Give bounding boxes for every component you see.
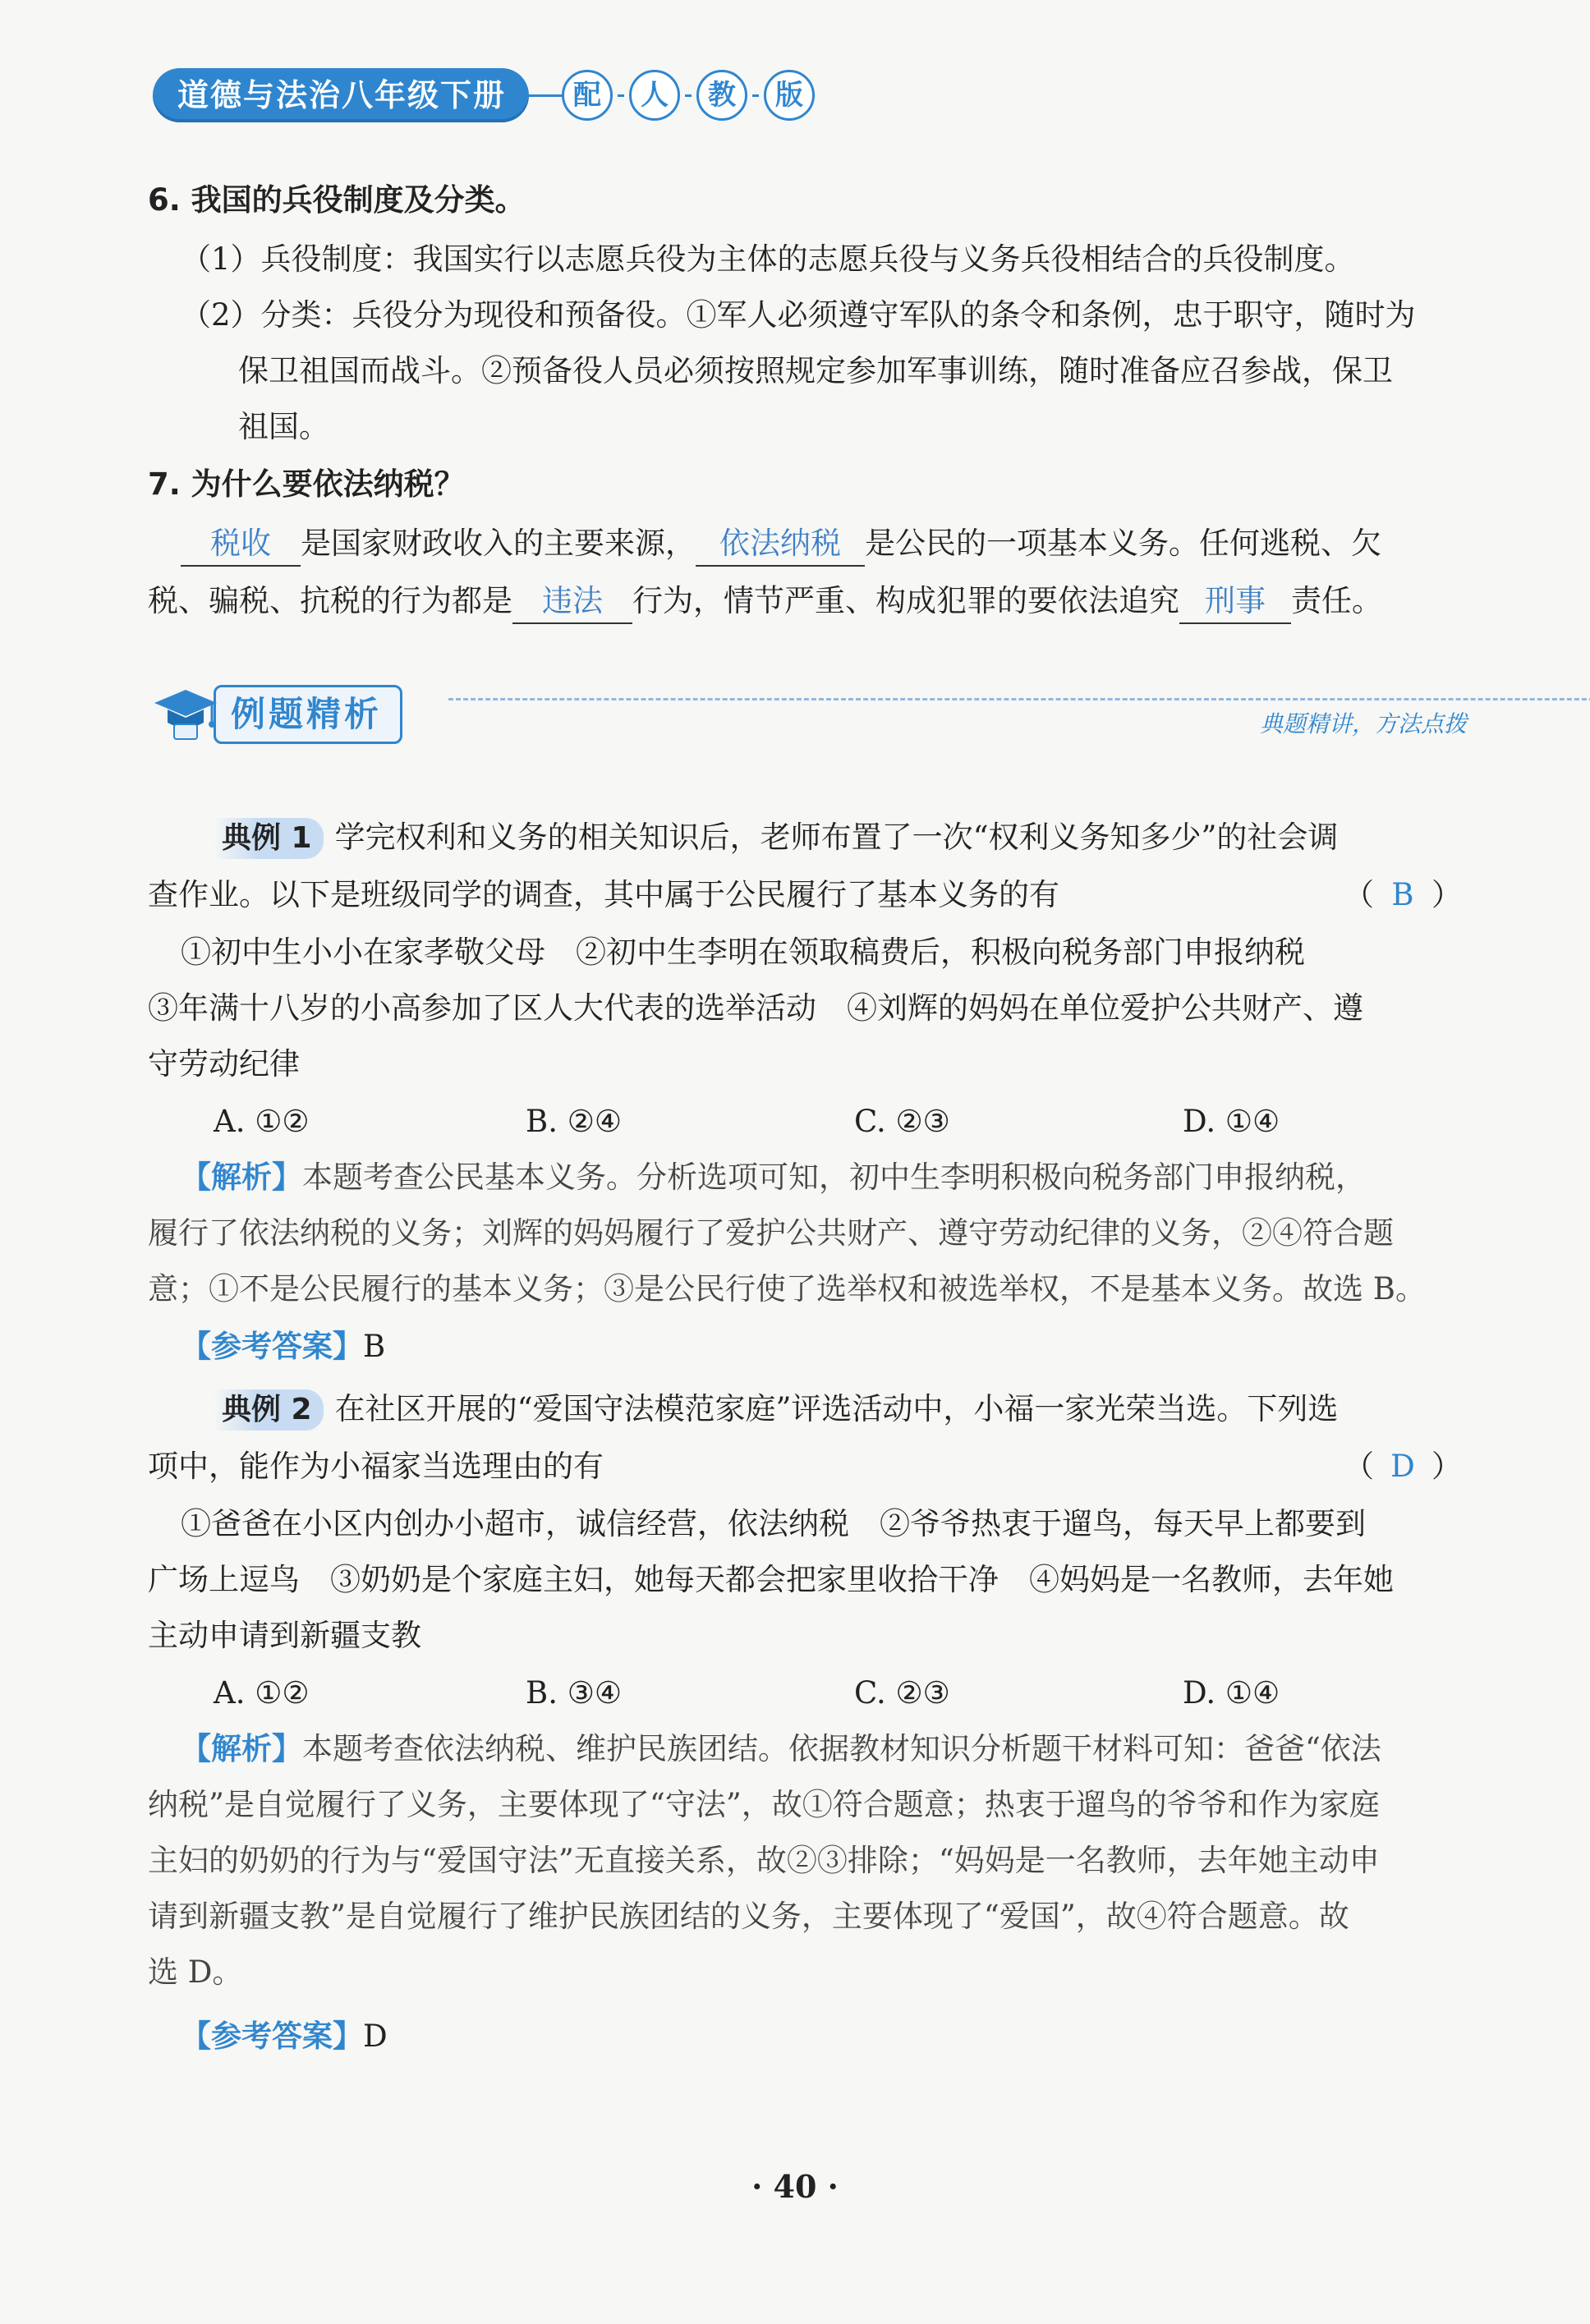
example-2-statements-1: ①爸爸在小区内创办小超市，诚信经营，依法纳税 ②爷爷热衷于遛鸟，每天早上都要到 (181, 1506, 1366, 1541)
example-1-analysis-line-3: 意；①不是公民履行的基本义务；③是公民行使了选举权和被选举权，不是基本义务。故选 B。 (148, 1271, 1426, 1307)
example-2-statements-2: 广场上逗鸟 ③奶奶是个家庭主妇，她每天都会把家里收拾干净 ④妈妈是一名教师，去年她 (148, 1562, 1394, 1597)
q7-text: 行为，情节严重、构成犯罪的要依法追究 (632, 583, 1179, 618)
edition-badges (562, 70, 820, 121)
edition-char: 教 (696, 70, 747, 121)
analysis-text: 本题考查公民基本义务。分析选项可知，初中生李明积极向税务部门申报纳税， (302, 1160, 1366, 1195)
section-badge (153, 685, 402, 744)
example-2-analysis-line-4: 请到新疆支教”是自觉履行了维护民族团结的义务，主要体现了“爱国”，故④符合题意。故 (148, 1899, 1349, 1934)
q7-title: 7. 为什么要依法纳税？ (148, 466, 465, 502)
example-2-tag: 典例 2 (214, 1389, 324, 1431)
example-1-stem-line-2: 查作业。以下是班级同学的调查，其中属于公民履行了基本义务的有 (148, 877, 1059, 912)
section-title: 例题精析 (214, 685, 402, 744)
page-number: · 40 · (751, 2168, 839, 2205)
fill-blank-answer: 刑事 (1179, 580, 1291, 624)
analysis-label: 【解析】 (181, 1160, 302, 1195)
q6-paragraph-1: （1）兵役制度：我国实行以志愿兵役为主体的志愿兵役与义务兵役相结合的兵役制度。 (181, 241, 1355, 277)
reference-label: 【参考答案】 (181, 2019, 363, 2054)
fill-blank-answer: 税收 (181, 522, 301, 567)
example-2-statements-3: 主动申请到新疆支教 (148, 1618, 421, 1653)
section-divider (448, 698, 1590, 700)
paren-close: ） (1431, 1449, 1462, 1484)
option-c: C. ②③ (854, 1104, 950, 1139)
q6-paragraph-2-line-2: 保卫祖国而战斗。②预备役人员必须按照规定参加军事训练，随时准备应召参战，保卫 (238, 353, 1393, 388)
example-1-tag: 典例 1 (214, 818, 324, 859)
edition-char: 版 (764, 70, 815, 121)
q7-text: 是公民的一项基本义务。任何逃税、欠 (865, 526, 1381, 561)
edition-link (618, 94, 624, 97)
header-connector (529, 94, 562, 97)
analysis-text: 本题考查依法纳税、维护民族团结。依据教材知识分析题干材料可知：爸爸“依法 (302, 1731, 1381, 1766)
fill-blank-answer: 违法 (512, 580, 632, 624)
option-c: C. ②③ (854, 1675, 950, 1711)
paren-open: （ (1344, 1449, 1374, 1484)
option-b: B. ③④ (526, 1675, 623, 1711)
example-2-stem-line-1 (214, 1381, 1338, 1437)
example-2-analysis-line-3: 主妇的奶奶的行为与“爱国守法”无直接关系，故②③排除；“妈妈是一名教师，去年她主动申 (148, 1843, 1380, 1878)
example-1-analysis-line-2: 履行了依法纳税的义务；刘辉的妈妈履行了爱护公共财产、遵守劳动纪律的义务，②④符合题 (148, 1215, 1394, 1251)
q7-text: 是国家财政收入的主要来源， (301, 526, 696, 561)
example-2-analysis-line-2: 纳税”是自觉履行了义务，主要体现了“守法”，故①符合题意；热衷于遛鸟的爷爷和作为家庭 (148, 1787, 1380, 1822)
option-d: D. ①④ (1183, 1675, 1280, 1711)
edition-link (685, 94, 692, 97)
example-2-reference-answer (181, 2009, 388, 2065)
fill-blank-answer: 依法纳税 (696, 522, 865, 567)
paren-open: （ (1344, 877, 1374, 912)
example-1-analysis-line-1 (181, 1150, 1366, 1206)
example-1-answer-bracket (1344, 867, 1462, 923)
option-a: A. ①② (214, 1104, 310, 1139)
option-a: A. ①② (214, 1675, 310, 1711)
example-2-stem-line-2: 项中，能作为小福家当选理由的有 (148, 1449, 604, 1484)
book-header (153, 67, 820, 123)
example-1-text: 学完权利和义务的相关知识后，老师布置了一次“权利义务知多少”的社会调 (334, 820, 1339, 855)
example-1-statements-3: 守劳动纪律 (148, 1046, 300, 1082)
paren-close: ） (1431, 877, 1462, 912)
q6-paragraph-2-line-1: （2）分类：兵役分为现役和预备役。①军人必须遵守军队的条令和条例，忠于职守，随时为 (181, 297, 1416, 333)
example-1-reference-answer (181, 1319, 385, 1375)
example-2-answer-bracket (1344, 1439, 1462, 1495)
graduation-cap-icon (153, 685, 218, 744)
example-2-analysis-line-5: 选 D。 (148, 1954, 243, 1990)
example-2-text: 在社区开展的“爱国守法模范家庭”评选活动中，小福一家光荣当选。下列选 (334, 1391, 1339, 1426)
q7-line-1 (181, 516, 1381, 572)
example-1-stem-line-1 (214, 810, 1338, 866)
example-1-statements-2: ③年满十八岁的小高参加了区人大代表的选举活动 ④刘辉的妈妈在单位爱护公共财产、遵 (148, 990, 1363, 1026)
section-subtitle: 典题精讲，方法点拨 (1259, 710, 1467, 737)
edition-char: 人 (629, 70, 680, 121)
q7-text: 税、骗税、抗税的行为都是 (148, 583, 512, 618)
option-d: D. ①④ (1183, 1104, 1280, 1139)
section-banner (153, 682, 1467, 747)
reference-answer: D (363, 2019, 388, 2054)
edition-char: 配 (562, 70, 613, 121)
q7-text: 责任。 (1291, 583, 1382, 618)
example-1-answer: B (1391, 877, 1414, 912)
example-2-answer: D (1390, 1449, 1415, 1484)
q6-paragraph-2-line-3: 祖国。 (238, 409, 329, 444)
example-1-statements-1: ①初中生小小在家孝敬父母 ②初中生李明在领取稿费后，积极向税务部门申报纳税 (181, 935, 1305, 970)
book-title: 道德与法治八年级下册 (153, 68, 529, 122)
example-2-analysis-line-1 (181, 1721, 1381, 1777)
reference-answer: B (363, 1329, 386, 1364)
q6-title: 6. 我国的兵役制度及分类。 (148, 182, 526, 218)
q7-line-2 (148, 573, 1382, 629)
reference-label: 【参考答案】 (181, 1329, 363, 1364)
analysis-label: 【解析】 (181, 1731, 302, 1766)
edition-link (752, 94, 759, 97)
option-b: B. ②④ (526, 1104, 623, 1139)
